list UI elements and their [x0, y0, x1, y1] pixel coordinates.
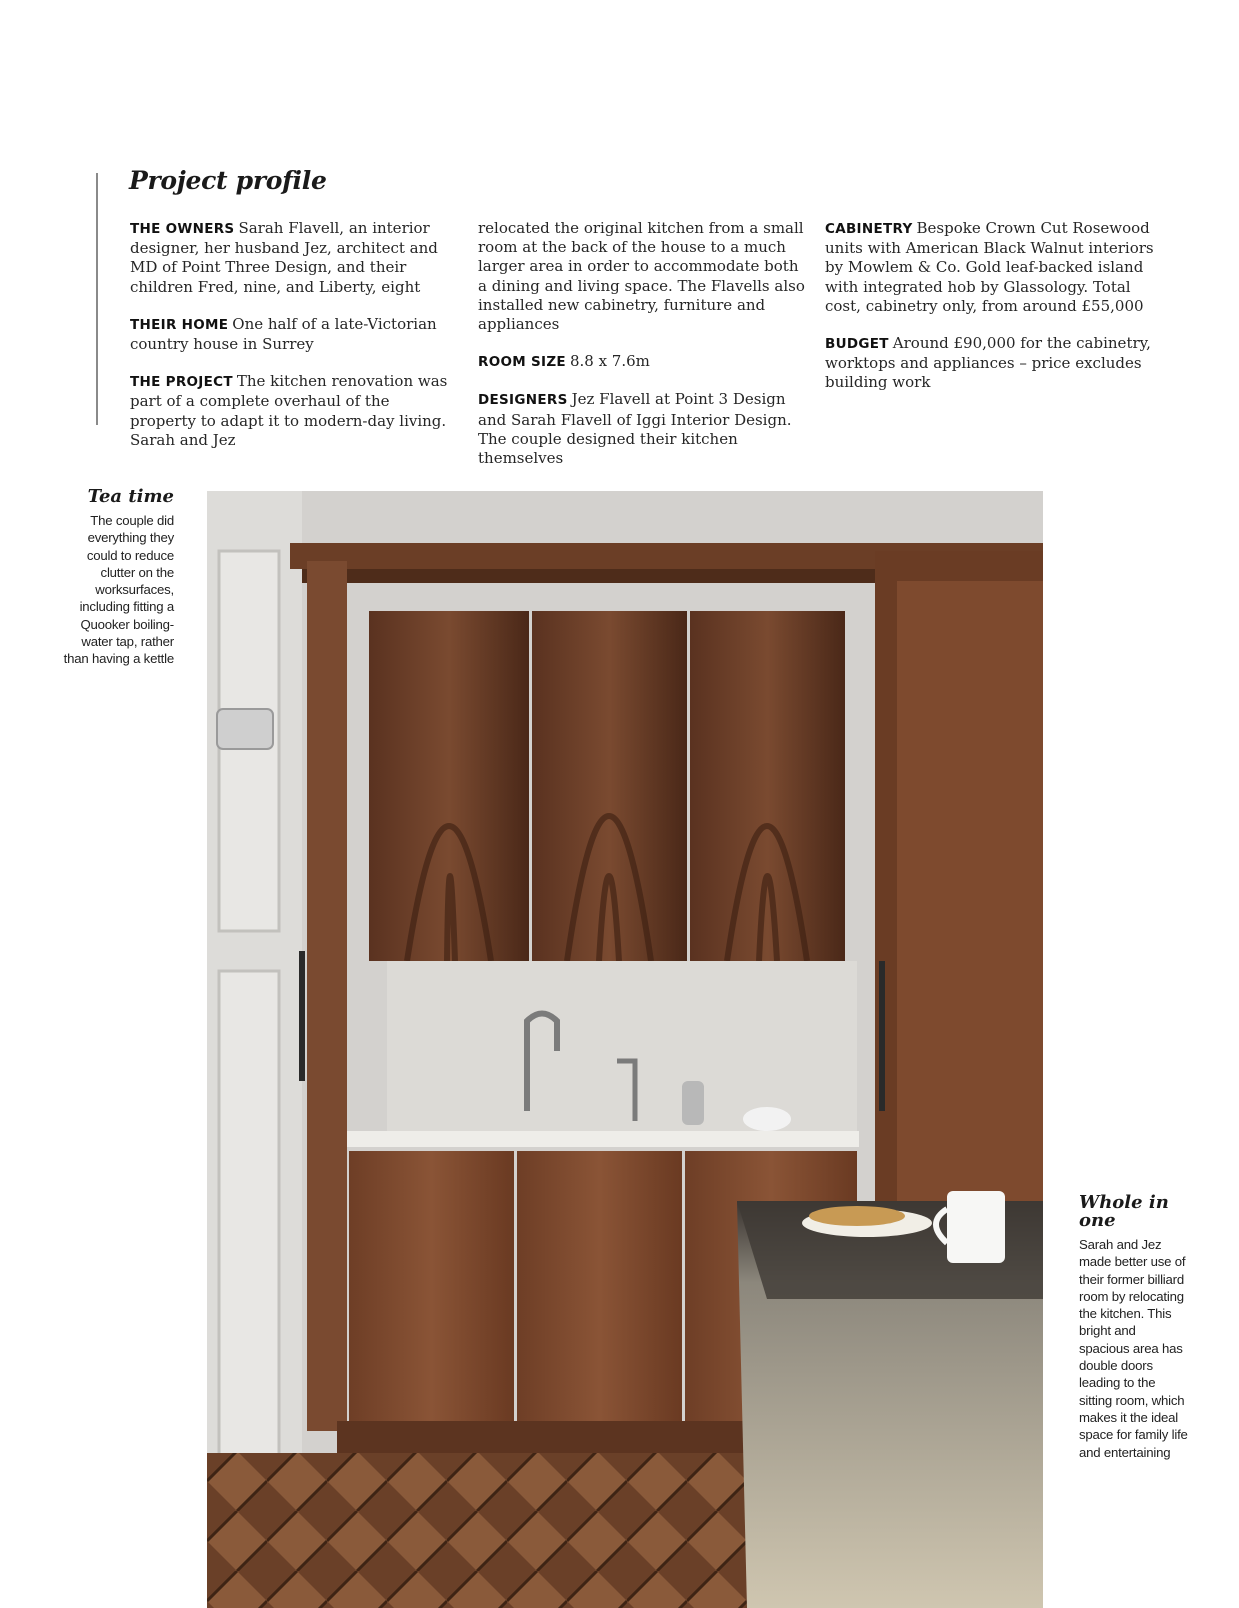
- entry-text: One half of a late-Victorian country house in Surrey: [130, 314, 437, 354]
- caption-body: The couple did everything they could to reduce clutter on the worksurfaces, including fitting a Quooker boiling-water tap, rather than having a kettle: [63, 513, 174, 667]
- profile-entry-budget: [825, 334, 1155, 393]
- profile-entry-cabinetry: [825, 219, 1155, 316]
- entry-text: Jez Flavell at Point 3 Design and Sarah Flavell of Iggi Interior Design. The couple designed their kitchen themselves: [478, 390, 792, 468]
- caption-whole-in-one: [1079, 1194, 1189, 1461]
- profile-column-3: [825, 219, 1155, 411]
- entry-label: THE PROJECT: [130, 374, 233, 391]
- caption-tea-time: [60, 488, 174, 668]
- profile-rule: [96, 173, 98, 425]
- caption-body: Sarah and Jez made better use of their former billiard room by relocating the kitchen. This bright and spacious area has double doors leading to the sitting room, which makes it the ideal space for family life and entertaining: [1079, 1237, 1188, 1460]
- caption-title: Whole in one: [1079, 1192, 1169, 1231]
- profile-column-2: [478, 219, 808, 486]
- profile-entry-project: [130, 372, 460, 450]
- entry-text: Bespoke Crown Cut Rosewood units with American Black Walnut interiors by Mowlem & Co. Gold leaf-backed island with integrated hob by Glassology. Total cost, cabinetry only, from around £55,000: [825, 219, 1154, 315]
- entry-text: The kitchen renovation was part of a complete overhaul of the property to adapt it to modern-day living. Sarah and Jez: [130, 372, 448, 449]
- profile-entry-home: [130, 315, 460, 354]
- caption-title: Tea time: [87, 486, 174, 507]
- profile-entry-project-continued: [478, 219, 808, 334]
- entry-label: THE OWNERS: [130, 221, 235, 237]
- entry-text: Sarah Flavell, an interior designer, her husband Jez, architect and MD of Point Three Design, and their children Fred, nine, and Liberty, eight: [130, 219, 438, 296]
- entry-text: relocated the original kitchen from a small room at the back of the house to a much larger area in order to accommodate both a dining and living space. The Flavells also installed new cabinetry, furniture and appliances: [478, 219, 805, 334]
- kitchen-illustration: [207, 491, 1043, 1608]
- entry-label: THEIR HOME: [130, 316, 229, 333]
- entry-label: DESIGNERS: [478, 392, 568, 409]
- entry-text: 8.8 x 7.6m: [569, 352, 650, 371]
- entry-text: Around £90,000 for the cabinetry, worktops and appliances – price excludes building work: [825, 334, 1151, 392]
- entry-label: BUDGET: [825, 336, 889, 353]
- entry-label: ROOM SIZE: [478, 354, 566, 371]
- kitchen-photo: [207, 491, 1043, 1608]
- entry-label: CABINETRY: [825, 221, 913, 237]
- profile-entry-designers: [478, 390, 808, 468]
- profile-title: Project profile: [129, 166, 327, 195]
- profile-entry-room-size: [478, 352, 808, 372]
- profile-column-1: [130, 219, 460, 468]
- profile-entry-owners: [130, 219, 460, 297]
